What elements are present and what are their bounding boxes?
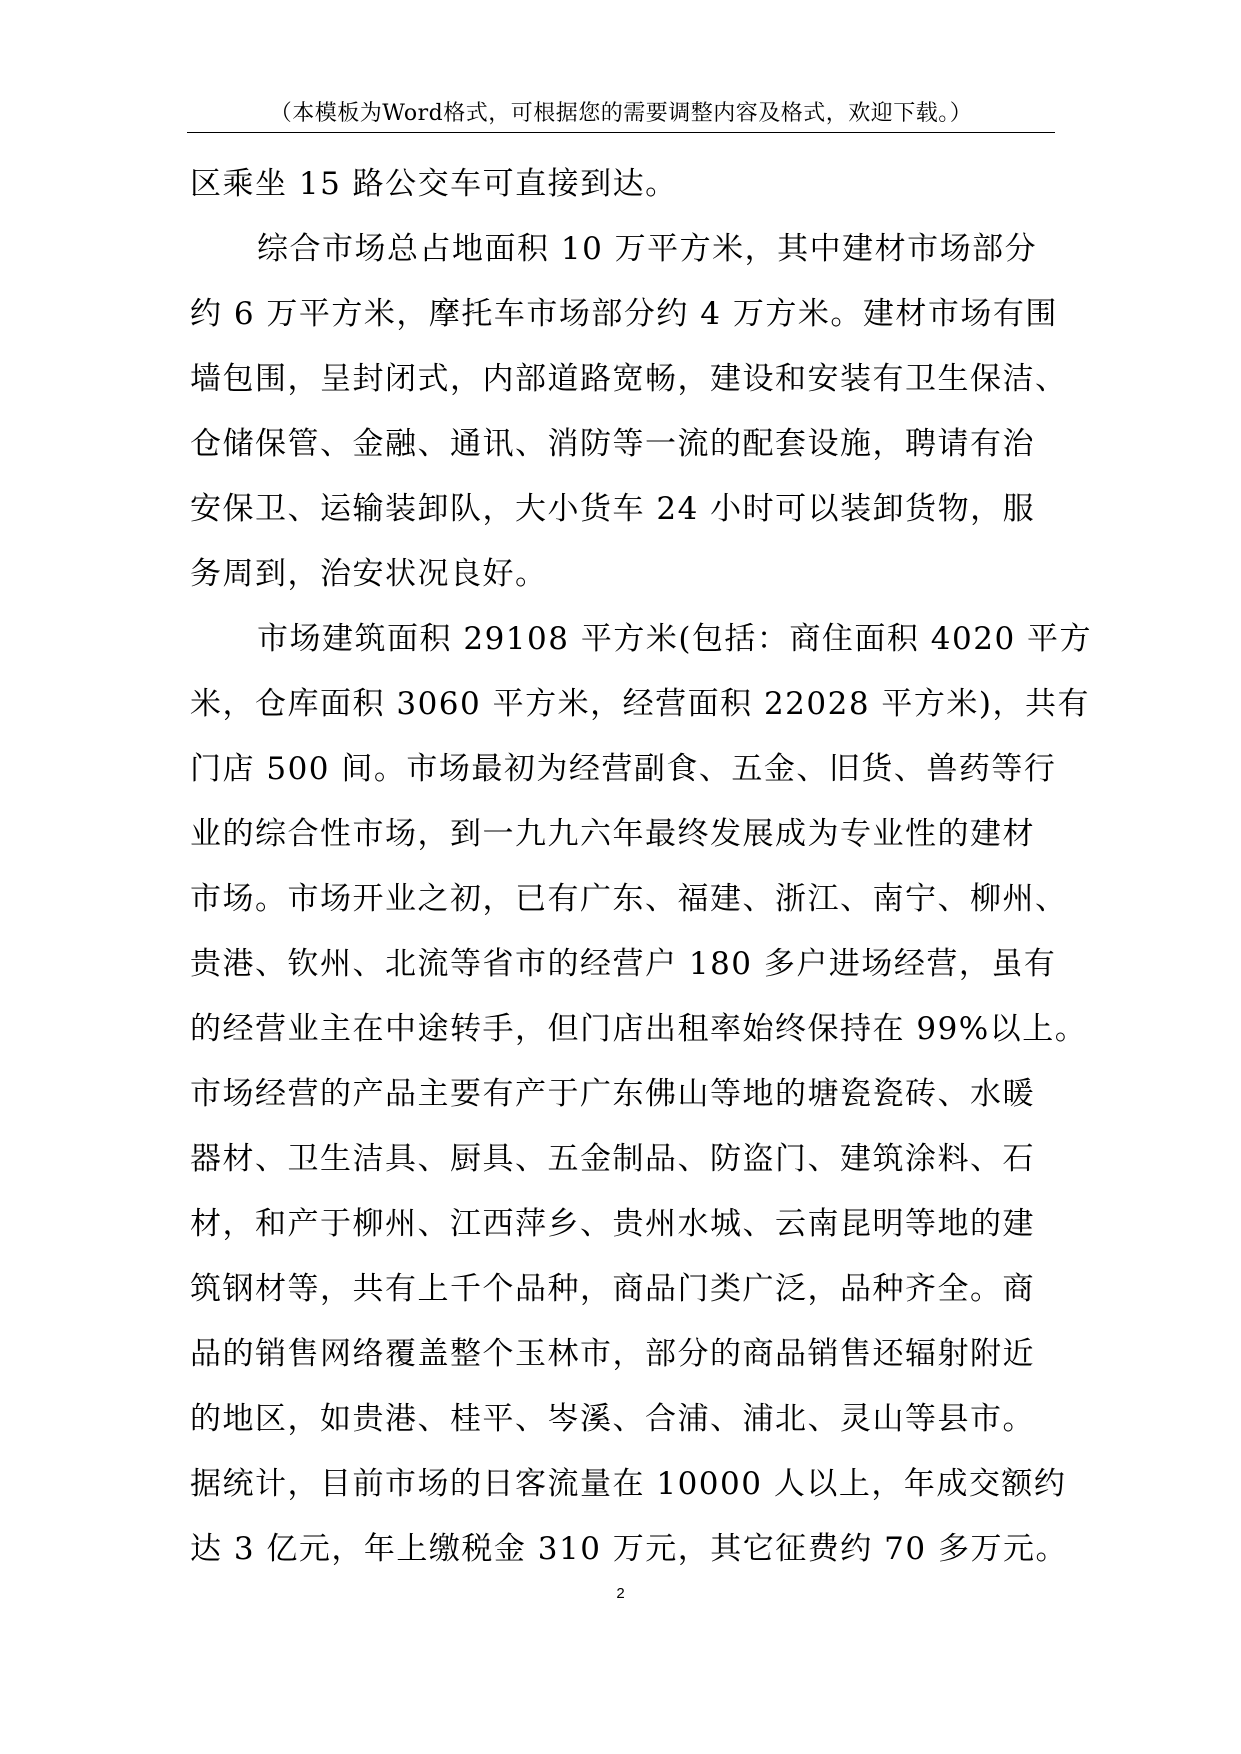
text-line: 务周到，治安状况良好。 [190, 556, 548, 592]
text-line: 门店 500 间。市场最初为经营副食、五金、旧货、兽药等行 [190, 751, 1057, 787]
text-line: 贵港、钦州、北流等省市的经营户 180 多户进场经营，虽有 [190, 946, 1057, 982]
text-line: 业的综合性市场，到一九九六年最终发展成为专业性的建材 [190, 816, 1035, 852]
header-divider [187, 132, 1055, 133]
text-line: 市场。市场开业之初，已有广东、福建、浙江、南宁、柳州、 [190, 881, 1068, 917]
page-number: 2 [616, 1585, 625, 1602]
text-line: 筑钢材等，共有上千个品种，商品门类广泛，品种齐全。商 [190, 1271, 1035, 1307]
text-line: 的地区，如贵港、桂平、岑溪、合浦、浦北、灵山等县市。 [190, 1401, 1035, 1437]
template-notice-header: （本模板为Word格式，可根据您的需要调整内容及格式，欢迎下载。） [269, 101, 973, 126]
text-line: 安保卫、运输装卸队，大小货车 24 小时可以装卸货物，服 [190, 491, 1036, 527]
text-line: 达 3 亿元，年上缴税金 310 万元，其它征费约 70 多万元。 [190, 1531, 1068, 1567]
text-line: 材，和产于柳州、江西萍乡、贵州水城、云南昆明等地的建 [190, 1206, 1035, 1242]
text-line: 米，仓库面积 3060 平方米，经营面积 22028 平方米)，共有 [190, 686, 1091, 722]
paragraph-first-line: 市场建筑面积 29108 平方米(包括：商住面积 4020 平方 [257, 621, 1093, 657]
text-line: 器材、卫生洁具、厨具、五金制品、防盗门、建筑涂料、石 [190, 1141, 1035, 1177]
text-line: 约 6 万平方米，摩托车市场部分约 4 万方米。建材市场有围 [190, 296, 1058, 332]
body-text [190, 152, 1093, 1582]
text-line: 据统计，目前市场的日客流量在 10000 人以上，年成交额约 [190, 1466, 1067, 1502]
text-line: 墙包围，呈封闭式，内部道路宽畅，建设和安装有卫生保洁、 [190, 361, 1068, 397]
paragraph-first-line: 综合市场总占地面积 10 万平方米，其中建材市场部分 [257, 231, 1038, 267]
text-line: 的经营业主在中途转手，但门店出租率始终保持在 99%以上。 [190, 1011, 1088, 1047]
text-line: 区乘坐 15 路公交车可直接到达。 [190, 166, 678, 202]
text-line: 品的销售网络覆盖整个玉林市，部分的商品销售还辐射附近 [190, 1336, 1035, 1372]
text-line: 仓储保管、金融、通讯、消防等一流的配套设施，聘请有治 [190, 426, 1035, 462]
text-line: 市场经营的产品主要有产于广东佛山等地的塘瓷瓷砖、水暖 [190, 1076, 1035, 1112]
